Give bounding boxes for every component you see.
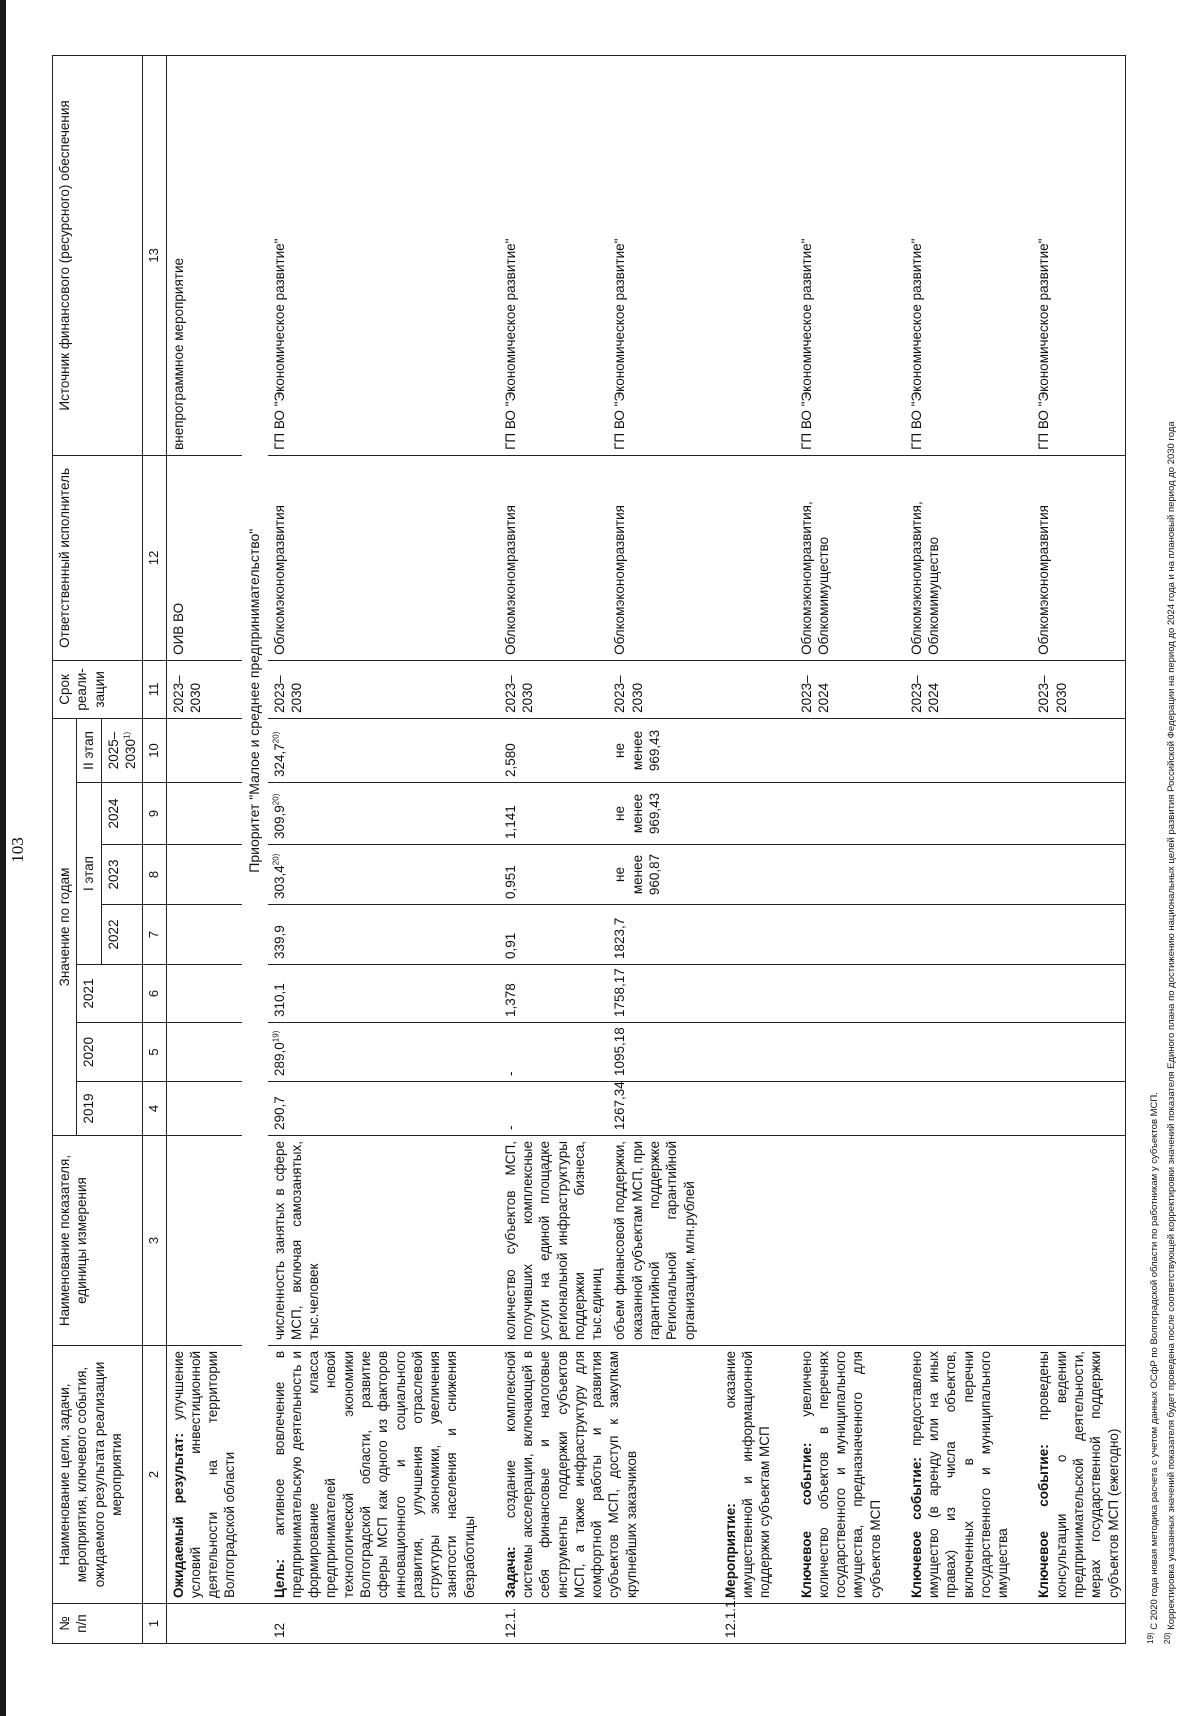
program-table xyxy=(52,55,1126,1644)
term: 2023–2030 xyxy=(499,660,609,718)
header-executor: Ответственный исполнитель xyxy=(53,455,143,660)
row-number: 12 xyxy=(268,1604,481,1644)
header-2024: 2024 xyxy=(101,783,143,845)
header-2025-2030: 2025–2030$^{1)}$ xyxy=(101,718,143,782)
priority-title: Приоритет "Малое и среднее предпринимательство" xyxy=(242,55,268,1345)
table-row-expected-result xyxy=(166,55,242,1643)
value-2019: 1267,34 xyxy=(608,1082,700,1136)
value-2023: 303,4$^{20)}$ xyxy=(268,845,481,905)
column-number: 11 xyxy=(143,660,167,718)
source: ГП ВО "Экономическое развитие" xyxy=(905,55,1015,455)
footnote-19: $^{19)}$ С 2020 года новая методика расчета с учетом данных ОСфР по Волгоградской области по работникам у субъектов МСП. xyxy=(1146,1092,1161,1644)
header-2021: 2021 xyxy=(77,965,143,1023)
source: ГП ВО "Экономическое развитие" xyxy=(268,55,481,455)
source: ГП ВО "Экономическое развитие" xyxy=(1032,55,1125,455)
value-2020: 289,0$^{19)}$ xyxy=(268,1023,481,1082)
executor: Облкомэкономразвития xyxy=(1032,455,1125,660)
row-number: 12.1. xyxy=(499,1604,701,1644)
executor: Облкомэкономразвития, Облкомимущество xyxy=(795,455,887,660)
column-number: 1 xyxy=(143,1604,167,1644)
value-2021: 1,378 xyxy=(499,965,609,1023)
column-number: 6 xyxy=(143,965,167,1023)
value-2025-2030: 2,580 xyxy=(499,718,609,782)
goal-text: Цель: активное вовлечение в предпринимательскую деятельность и формирование класса предпринимателей новой технологической экономики Волгоградской области, развитие сферы МСП как одного из факторов инновационного и социального развития, улучшения отраслевой структуры экономики, увеличения занятости населения и снижения безработицы xyxy=(268,1346,481,1604)
table-row-goal-12 xyxy=(268,55,481,1643)
key-event-text: Ключевое событие: проведены консультации о ведении предпринимательской деятельности, мерах государственной поддержки субъектов МСП (ежегодно) xyxy=(1032,1346,1125,1604)
footnotes xyxy=(1145,56,1179,1644)
expected-result-executor: ОИВ ВО xyxy=(166,455,242,660)
header-number: № п/п xyxy=(53,1604,143,1644)
column-number: 9 xyxy=(143,783,167,845)
value-2025-2030: не менее 969,43 xyxy=(608,718,700,782)
expected-result-term: 2023–2030 xyxy=(166,660,242,718)
table-header xyxy=(53,55,167,1643)
value-2020: - xyxy=(499,1023,609,1082)
header-stage-1: I этап xyxy=(77,783,101,965)
column-number: 13 xyxy=(143,55,167,455)
value-2022: 1823,7 xyxy=(608,905,700,965)
measure-text: Мероприятие: оказание имущественной и информационной поддержки субъектам МСП xyxy=(719,1346,777,1604)
term: 2023–2024 xyxy=(905,660,1015,718)
value-2023: не менее 960,87 xyxy=(608,845,700,905)
executor: Облкомэкономразвития xyxy=(499,455,609,660)
indicator-name: численность занятых в сфере МСП, включая самозанятых, тыс.человек xyxy=(268,1136,481,1346)
value-2022: 339,9 xyxy=(268,905,481,965)
source: ГП ВО "Экономическое развитие" xyxy=(795,55,887,455)
column-number: 12 xyxy=(143,455,167,660)
table-row-measure-12-1-1 xyxy=(719,55,777,1643)
indicator-name: объем финансовой поддержки, оказанной субъектам МСП, при гарантийной поддержке Региональной гарантийной организации, млн.рублей xyxy=(608,1136,700,1346)
page-number: 103 xyxy=(8,837,27,863)
term: 2023–2030 xyxy=(1032,660,1125,718)
indicator-name: количество субъектов МСП, получивших комплексные услуги на единой площадке региональной инфраструктуры поддержки бизнеса, тыс.единиц xyxy=(499,1136,609,1346)
table-row-key-event-1 xyxy=(795,55,887,1643)
header-2022: 2022 xyxy=(101,905,143,965)
executor: Облкомэкономразвития xyxy=(268,455,481,660)
executor: Облкомэкономразвития, Облкомимущество xyxy=(905,455,1015,660)
source: ГП ВО "Экономическое развитие" xyxy=(608,55,700,455)
value-2020: 1095,18 xyxy=(608,1023,700,1082)
column-number: 4 xyxy=(143,1082,167,1136)
task-text: Задача: создание комплексной системы акселерации, включающей в себя финансовые и налоговые инструменты поддержки субъектов МСП, а также инфраструктуру для комфортной работы и развития субъектов МСП, доступ к закупкам крупнейших заказчиков xyxy=(499,1346,701,1604)
header-values-by-year: Значение по годам xyxy=(53,718,77,1135)
header-2023: 2023 xyxy=(101,845,143,905)
header-indicator: Наименование показателя, единицы измерения xyxy=(53,1136,143,1346)
value-2024: 1,141 xyxy=(499,783,609,845)
expected-result-source: внепрограммное мероприятие xyxy=(166,55,242,455)
source: ГП ВО "Экономическое развитие" xyxy=(499,55,609,455)
expected-result-text: Ожидаемый результат: улучшение условий инвестиционной деятельности на территории Волгоградской области xyxy=(166,1346,242,1604)
header-stage-2: II этап xyxy=(77,718,101,782)
table-body xyxy=(166,55,1125,1643)
table-row-key-event-2 xyxy=(905,55,1015,1643)
value-2024: не менее 969,43 xyxy=(608,783,700,845)
table-row-priority xyxy=(242,55,268,1643)
column-number: 2 xyxy=(143,1346,167,1604)
value-2019: - xyxy=(499,1082,609,1136)
column-number: 3 xyxy=(143,1136,167,1346)
term: 2023–2030 xyxy=(608,660,700,718)
value-2021: 310,1 xyxy=(268,965,481,1023)
footnote-20: $^{20)}$ Корректировка указанных значений показателя будет проведена после соответствующей корректировки значений показателя Единого плана по достижению национальных целей развития Российской Федерации на период до 2024 года и на плановый период до 2030 года xyxy=(1162,421,1178,1644)
key-event-text: Ключевое событие: предоставлено имущество (в аренду или на иных правах) из числа объектов, включенных в перечни государственного и муниципального имущества xyxy=(905,1346,1015,1604)
header-2020: 2020 xyxy=(77,1023,143,1082)
key-event-text: Ключевое событие: увеличено количество объектов в перечнях государственного и муниципального имущества, предназначенного для субъектов МСП xyxy=(795,1346,887,1604)
header-source: Источник финансового (ресурсного) обеспечения xyxy=(53,55,143,455)
value-2022: 0,91 xyxy=(499,905,609,965)
term: 2023–2030 xyxy=(268,660,481,718)
column-number: 5 xyxy=(143,1023,167,1082)
value-2021: 1758,17 xyxy=(608,965,700,1023)
value-2019: 290,7 xyxy=(268,1082,481,1136)
header-term: Срок реали-зации xyxy=(53,660,143,718)
rotated-page xyxy=(0,46,1200,1654)
table-row-key-event-3 xyxy=(1032,55,1125,1643)
header-name: Наименование цели, задачи, мероприятия, ключевого события, ожидаемого результата реализации мероприятия xyxy=(53,1346,143,1604)
value-2024: 309,9$^{20)}$ xyxy=(268,783,481,845)
value-2025-2030: 324,7$^{20)}$ xyxy=(268,718,481,782)
header-2019: 2019 xyxy=(77,1082,143,1136)
column-numbers-row xyxy=(143,55,167,1643)
value-2023: 0,951 xyxy=(499,845,609,905)
term: 2023–2024 xyxy=(795,660,887,718)
column-number: 8 xyxy=(143,845,167,905)
column-number: 7 xyxy=(143,905,167,965)
table-row-task-12-1 xyxy=(499,55,609,1643)
executor: Облкомэкономразвития xyxy=(608,455,700,660)
column-number: 10 xyxy=(143,718,167,782)
row-number: 12.1.1. xyxy=(719,1604,777,1644)
